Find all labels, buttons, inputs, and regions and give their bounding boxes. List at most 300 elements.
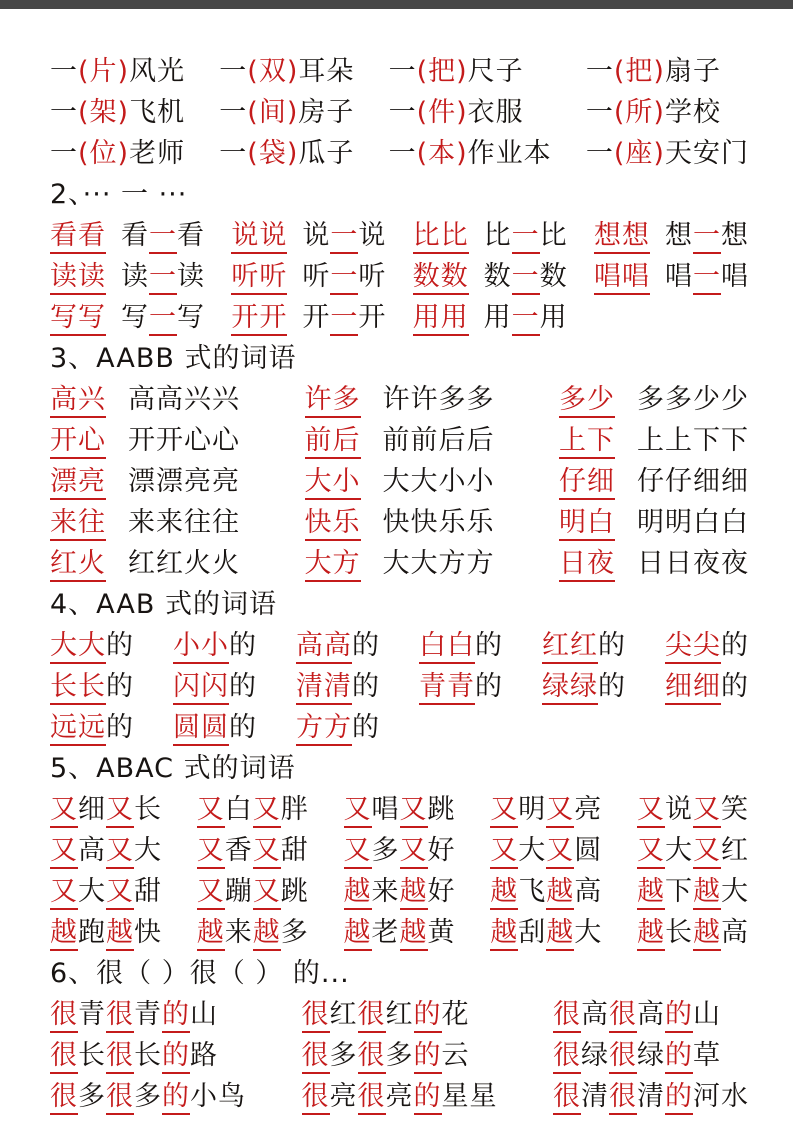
word bbox=[302, 1039, 470, 1072]
text-segment: 读读 bbox=[50, 261, 106, 295]
text-segment: 很 bbox=[358, 999, 386, 1033]
phrase bbox=[637, 875, 749, 908]
phrase bbox=[50, 506, 240, 539]
text-segment: 大大方方 bbox=[382, 548, 495, 579]
text-segment: 说 bbox=[358, 220, 387, 251]
text-segment: 的 bbox=[721, 630, 749, 661]
text-segment: (把) bbox=[416, 56, 468, 87]
phrase bbox=[344, 834, 456, 867]
section-aabb-grid bbox=[50, 383, 749, 580]
phrase bbox=[50, 1039, 218, 1072]
word bbox=[637, 465, 749, 498]
phrase bbox=[413, 260, 568, 293]
text-segment: 山 bbox=[190, 999, 218, 1030]
text-segment: 多 bbox=[134, 1081, 162, 1112]
word bbox=[665, 670, 749, 703]
text-segment: 看 bbox=[121, 220, 149, 251]
text-segment: 又 bbox=[400, 794, 428, 828]
word bbox=[542, 629, 626, 662]
text-segment: 白 bbox=[224, 794, 253, 825]
word bbox=[559, 465, 615, 498]
text-segment: 的 bbox=[229, 630, 257, 661]
phrase bbox=[637, 793, 749, 826]
word bbox=[128, 547, 240, 580]
text-segment: 闪闪 bbox=[173, 671, 229, 705]
phrase bbox=[302, 1080, 498, 1113]
text-segment: 很 bbox=[106, 999, 134, 1033]
text-segment: 长长 bbox=[50, 671, 106, 705]
text-segment: 大 bbox=[78, 876, 106, 907]
text-segment: 一 bbox=[219, 97, 248, 128]
word bbox=[50, 55, 185, 88]
text-segment: 数 bbox=[483, 261, 512, 292]
word bbox=[50, 834, 162, 867]
phrase bbox=[344, 875, 456, 908]
word bbox=[219, 96, 354, 129]
phrase bbox=[389, 55, 524, 88]
phrase bbox=[419, 629, 503, 662]
text-segment: 老师 bbox=[129, 138, 186, 169]
word bbox=[413, 301, 469, 334]
text-segment: 又 bbox=[106, 835, 134, 869]
text-segment: 仔仔细细 bbox=[637, 466, 749, 497]
text-segment: 一 bbox=[693, 261, 721, 295]
text-segment: (间) bbox=[247, 97, 299, 128]
word bbox=[305, 547, 361, 580]
text-segment: 星星 bbox=[441, 1081, 498, 1112]
text-segment: 唱 bbox=[371, 794, 400, 825]
section-measure-words-grid bbox=[50, 55, 749, 170]
word bbox=[559, 547, 615, 580]
word bbox=[637, 916, 749, 949]
text-segment: 写写 bbox=[50, 302, 106, 336]
phrase bbox=[197, 916, 309, 949]
text-segment: 看 bbox=[177, 220, 205, 251]
word bbox=[484, 260, 568, 293]
phrase bbox=[50, 916, 162, 949]
word bbox=[50, 547, 106, 580]
text-segment: (座) bbox=[613, 138, 665, 169]
phrase bbox=[173, 711, 257, 744]
word bbox=[419, 629, 503, 662]
phrase bbox=[50, 383, 240, 416]
text-segment: 很 bbox=[553, 999, 581, 1033]
text-segment: 细细 bbox=[665, 671, 721, 705]
text-segment: 很 bbox=[609, 1081, 637, 1115]
text-segment: 作业本 bbox=[467, 138, 552, 169]
word bbox=[197, 834, 309, 867]
text-segment: 又 bbox=[197, 835, 225, 869]
text-segment: 又 bbox=[693, 835, 721, 869]
word bbox=[383, 465, 495, 498]
text-segment: 大 bbox=[665, 835, 693, 866]
text-segment: 亮 bbox=[574, 794, 603, 825]
text-segment: 高高 bbox=[296, 630, 352, 664]
phrase bbox=[296, 711, 380, 744]
word bbox=[302, 1080, 498, 1113]
word bbox=[594, 219, 650, 252]
text-segment: 很 bbox=[50, 1081, 78, 1115]
text-segment: 尺子 bbox=[467, 56, 524, 87]
word bbox=[219, 137, 354, 170]
text-segment: 又 bbox=[197, 876, 225, 910]
text-segment: 一 bbox=[512, 302, 540, 336]
text-segment: 的 bbox=[414, 1040, 442, 1074]
section-aabb-header: 3、AABB 式的词语 bbox=[50, 343, 297, 374]
word bbox=[50, 219, 106, 252]
word bbox=[305, 506, 361, 539]
phrase bbox=[553, 1039, 721, 1072]
text-segment: 红红火火 bbox=[128, 548, 240, 579]
text-segment: 的 bbox=[665, 1040, 693, 1074]
text-segment: 亮 bbox=[385, 1081, 414, 1112]
text-segment: 看看 bbox=[50, 220, 106, 254]
phrase bbox=[197, 793, 309, 826]
word bbox=[389, 96, 524, 129]
text-segment: 用 bbox=[483, 302, 512, 333]
text-segment: 开 bbox=[302, 302, 331, 333]
text-segment: 白白 bbox=[419, 630, 475, 664]
phrase bbox=[305, 465, 495, 498]
text-segment: 多 bbox=[385, 1040, 414, 1071]
text-segment: 想想 bbox=[594, 220, 650, 254]
phrase bbox=[302, 1039, 470, 1072]
text-segment: 很 bbox=[50, 999, 78, 1033]
text-segment: 漂漂亮亮 bbox=[128, 466, 240, 497]
text-segment: 扇子 bbox=[664, 56, 721, 87]
word bbox=[128, 506, 240, 539]
text-segment: 越 bbox=[50, 917, 78, 951]
text-segment: 很 bbox=[358, 1040, 386, 1074]
word bbox=[302, 998, 470, 1031]
word bbox=[296, 670, 380, 703]
text-segment: 高兴 bbox=[50, 384, 106, 418]
text-segment: (双) bbox=[247, 56, 299, 87]
text-segment: 唱 bbox=[720, 261, 749, 292]
text-segment: 越 bbox=[197, 917, 225, 951]
text-segment: 又 bbox=[106, 876, 134, 910]
text-segment: 写 bbox=[177, 302, 205, 333]
text-segment: 方方 bbox=[296, 712, 352, 746]
word bbox=[302, 260, 386, 293]
text-segment: 很 bbox=[50, 1040, 78, 1074]
word bbox=[637, 506, 749, 539]
text-segment: 青青 bbox=[419, 671, 475, 705]
phrase bbox=[665, 670, 749, 703]
phrase bbox=[50, 219, 205, 252]
word bbox=[50, 1080, 246, 1113]
text-segment: 的 bbox=[414, 1081, 442, 1115]
text-segment: 来往 bbox=[50, 507, 106, 541]
text-segment: 想 bbox=[720, 220, 749, 251]
phrase bbox=[231, 219, 386, 252]
text-segment: 唱 bbox=[664, 261, 693, 292]
text-segment: 一 bbox=[149, 220, 177, 254]
text-segment: 越 bbox=[693, 917, 721, 951]
text-segment: 的 bbox=[162, 999, 190, 1033]
phrase bbox=[173, 629, 257, 662]
text-segment: 的 bbox=[162, 1081, 190, 1115]
phrase bbox=[219, 96, 354, 129]
text-segment: 的 bbox=[665, 1081, 693, 1115]
text-segment: 河水 bbox=[693, 1081, 749, 1112]
word bbox=[637, 793, 749, 826]
phrase bbox=[50, 711, 134, 744]
text-segment: 天安门 bbox=[664, 138, 749, 169]
text-segment: 许多 bbox=[305, 384, 361, 418]
phrase bbox=[219, 55, 354, 88]
text-segment: 越 bbox=[546, 876, 574, 910]
phrase bbox=[50, 465, 240, 498]
text-segment: 数 bbox=[539, 261, 568, 292]
text-segment: 一 bbox=[50, 97, 78, 128]
text-segment: 大大 bbox=[50, 630, 106, 664]
text-segment: (片) bbox=[78, 56, 130, 87]
text-segment: 香 bbox=[224, 835, 253, 866]
text-segment: 很 bbox=[609, 1040, 637, 1074]
text-segment: 高 bbox=[78, 835, 106, 866]
text-segment: 开开心心 bbox=[128, 425, 240, 456]
text-segment: 的 bbox=[106, 712, 134, 743]
phrase bbox=[305, 506, 495, 539]
phrase bbox=[559, 547, 749, 580]
phrase bbox=[490, 793, 602, 826]
text-segment: 又 bbox=[344, 835, 372, 869]
text-segment: 开心 bbox=[50, 425, 106, 459]
phrase bbox=[344, 916, 456, 949]
phrase bbox=[490, 834, 602, 867]
text-segment: 房子 bbox=[298, 97, 355, 128]
text-segment: 长 bbox=[665, 917, 693, 948]
text-segment: 一 bbox=[149, 261, 177, 295]
text-segment: (位) bbox=[78, 138, 130, 169]
phrase bbox=[231, 301, 386, 334]
text-segment: 越 bbox=[106, 917, 134, 951]
text-segment: 亮 bbox=[329, 1081, 358, 1112]
word bbox=[389, 137, 552, 170]
word bbox=[344, 916, 456, 949]
text-segment: 红 bbox=[385, 999, 414, 1030]
word bbox=[665, 629, 749, 662]
text-segment: 多 bbox=[329, 1040, 358, 1071]
text-segment: 一 bbox=[330, 302, 358, 336]
word bbox=[413, 219, 469, 252]
phrase bbox=[490, 916, 602, 949]
word bbox=[50, 301, 106, 334]
phrase bbox=[413, 219, 568, 252]
phrase bbox=[302, 998, 470, 1031]
text-segment: 的 bbox=[598, 630, 626, 661]
text-segment: 越 bbox=[400, 876, 428, 910]
text-segment: 开 bbox=[358, 302, 387, 333]
text-segment: 蹦 bbox=[224, 876, 253, 907]
text-segment: 绿 bbox=[637, 1040, 665, 1071]
text-segment: 大 bbox=[574, 917, 603, 948]
text-segment: 高高兴兴 bbox=[128, 384, 240, 415]
text-segment: 越 bbox=[400, 917, 428, 951]
text-segment: 很 bbox=[302, 1040, 330, 1074]
phrase bbox=[305, 547, 495, 580]
phrase bbox=[419, 670, 503, 703]
text-segment: 一 bbox=[330, 261, 358, 295]
text-segment: 越 bbox=[546, 917, 574, 951]
word bbox=[553, 1039, 721, 1072]
word bbox=[559, 424, 615, 457]
word bbox=[50, 96, 185, 129]
word bbox=[637, 547, 749, 580]
text-segment: 又 bbox=[50, 876, 78, 910]
text-segment: 的 bbox=[352, 712, 380, 743]
word bbox=[50, 1039, 218, 1072]
text-segment: 很 bbox=[553, 1040, 581, 1074]
text-segment: 飞 bbox=[518, 876, 547, 907]
section-measure-words bbox=[50, 55, 749, 170]
phrase bbox=[50, 670, 134, 703]
text-segment: 很 bbox=[302, 999, 330, 1033]
text-segment: 又 bbox=[546, 835, 574, 869]
word bbox=[50, 793, 162, 826]
word bbox=[173, 629, 257, 662]
phrase bbox=[586, 55, 721, 88]
text-segment: 来 bbox=[224, 917, 253, 948]
word bbox=[594, 260, 650, 293]
section-aab-header: 4、AAB 式的词语 bbox=[50, 589, 277, 620]
text-segment: 快快乐乐 bbox=[382, 507, 495, 538]
word bbox=[637, 383, 749, 416]
word bbox=[50, 260, 106, 293]
text-segment: 路 bbox=[190, 1040, 218, 1071]
text-segment: 好 bbox=[427, 876, 456, 907]
text-segment: 山 bbox=[693, 999, 721, 1030]
text-segment: 越 bbox=[253, 917, 281, 951]
word bbox=[383, 506, 495, 539]
phrase bbox=[50, 793, 162, 826]
word bbox=[490, 793, 602, 826]
text-segment: 又 bbox=[253, 794, 281, 828]
text-segment: 前前后后 bbox=[382, 425, 495, 456]
phrase bbox=[219, 137, 354, 170]
text-segment: 长 bbox=[134, 794, 162, 825]
text-segment: 大 bbox=[518, 835, 547, 866]
phrase bbox=[586, 137, 749, 170]
text-segment: 小小 bbox=[173, 630, 229, 664]
text-segment: 绿 bbox=[581, 1040, 609, 1071]
text-segment: 快 bbox=[134, 917, 162, 948]
text-segment: 的 bbox=[352, 671, 380, 702]
text-segment: 比 bbox=[483, 220, 512, 251]
text-segment: 的 bbox=[475, 671, 503, 702]
word bbox=[231, 219, 287, 252]
text-segment: 大 bbox=[134, 835, 162, 866]
word bbox=[121, 260, 205, 293]
text-segment: 上下 bbox=[559, 425, 615, 459]
phrase bbox=[594, 219, 749, 252]
text-segment: 的 bbox=[106, 671, 134, 702]
text-segment: 清 bbox=[581, 1081, 609, 1112]
text-segment: 老 bbox=[371, 917, 400, 948]
text-segment: 明白 bbox=[559, 507, 615, 541]
phrase bbox=[637, 834, 749, 867]
section-one-between-grid bbox=[50, 219, 749, 334]
text-segment: 高 bbox=[637, 999, 665, 1030]
phrase bbox=[665, 629, 749, 662]
text-segment: 又 bbox=[253, 835, 281, 869]
phrase bbox=[594, 260, 749, 293]
text-segment: 比比 bbox=[413, 220, 469, 254]
word bbox=[219, 55, 354, 88]
phrase bbox=[389, 137, 552, 170]
text-segment: 又 bbox=[197, 794, 225, 828]
text-segment: 大 bbox=[721, 876, 749, 907]
text-segment: 的 bbox=[162, 1040, 190, 1074]
word bbox=[128, 424, 240, 457]
section-aab bbox=[50, 588, 749, 744]
text-segment: 甜 bbox=[280, 835, 309, 866]
phrase bbox=[296, 670, 380, 703]
text-segment: 瓜子 bbox=[298, 138, 355, 169]
text-segment: 一 bbox=[512, 220, 540, 254]
text-segment: 跑 bbox=[78, 917, 106, 948]
text-segment: 越 bbox=[637, 876, 665, 910]
text-segment: 一 bbox=[219, 138, 248, 169]
text-segment: 又 bbox=[50, 835, 78, 869]
text-segment: 又 bbox=[253, 876, 281, 910]
text-segment: 又 bbox=[693, 794, 721, 828]
word bbox=[383, 383, 495, 416]
word bbox=[542, 670, 626, 703]
section-aabb bbox=[50, 342, 749, 580]
text-segment: 又 bbox=[637, 835, 665, 869]
text-segment: 听 bbox=[358, 261, 387, 292]
word bbox=[50, 916, 162, 949]
phrase bbox=[197, 834, 309, 867]
text-segment: 越 bbox=[693, 876, 721, 910]
text-segment: (把) bbox=[613, 56, 665, 87]
section-one-between-header: 2、··· 一 ··· bbox=[50, 179, 188, 210]
word bbox=[484, 219, 568, 252]
section-hen-hen bbox=[50, 957, 749, 1113]
text-segment: 圆 bbox=[574, 835, 603, 866]
text-segment: 红 bbox=[329, 999, 358, 1030]
text-segment: 多 bbox=[280, 917, 309, 948]
text-segment: 快乐 bbox=[305, 507, 361, 541]
text-segment: 又 bbox=[50, 794, 78, 828]
word bbox=[305, 424, 361, 457]
text-segment: (所) bbox=[613, 97, 665, 128]
text-segment: 读 bbox=[121, 261, 149, 292]
word bbox=[344, 875, 456, 908]
text-segment: 下 bbox=[665, 876, 693, 907]
text-segment: 的 bbox=[106, 630, 134, 661]
word bbox=[50, 137, 185, 170]
text-segment: 很 bbox=[609, 999, 637, 1033]
phrase bbox=[231, 260, 386, 293]
text-segment: 日日夜夜 bbox=[637, 548, 749, 579]
word bbox=[484, 301, 568, 334]
phrase bbox=[542, 629, 626, 662]
word bbox=[419, 670, 503, 703]
word bbox=[50, 670, 134, 703]
text-segment: 说说 bbox=[231, 220, 287, 254]
word bbox=[231, 301, 287, 334]
text-segment: 来来往往 bbox=[128, 507, 240, 538]
text-segment: 开开 bbox=[231, 302, 287, 336]
text-segment: 听 bbox=[302, 261, 331, 292]
phrase bbox=[553, 998, 721, 1031]
text-segment: 用 bbox=[539, 302, 568, 333]
phrase bbox=[559, 383, 749, 416]
text-segment: 云 bbox=[441, 1040, 470, 1071]
